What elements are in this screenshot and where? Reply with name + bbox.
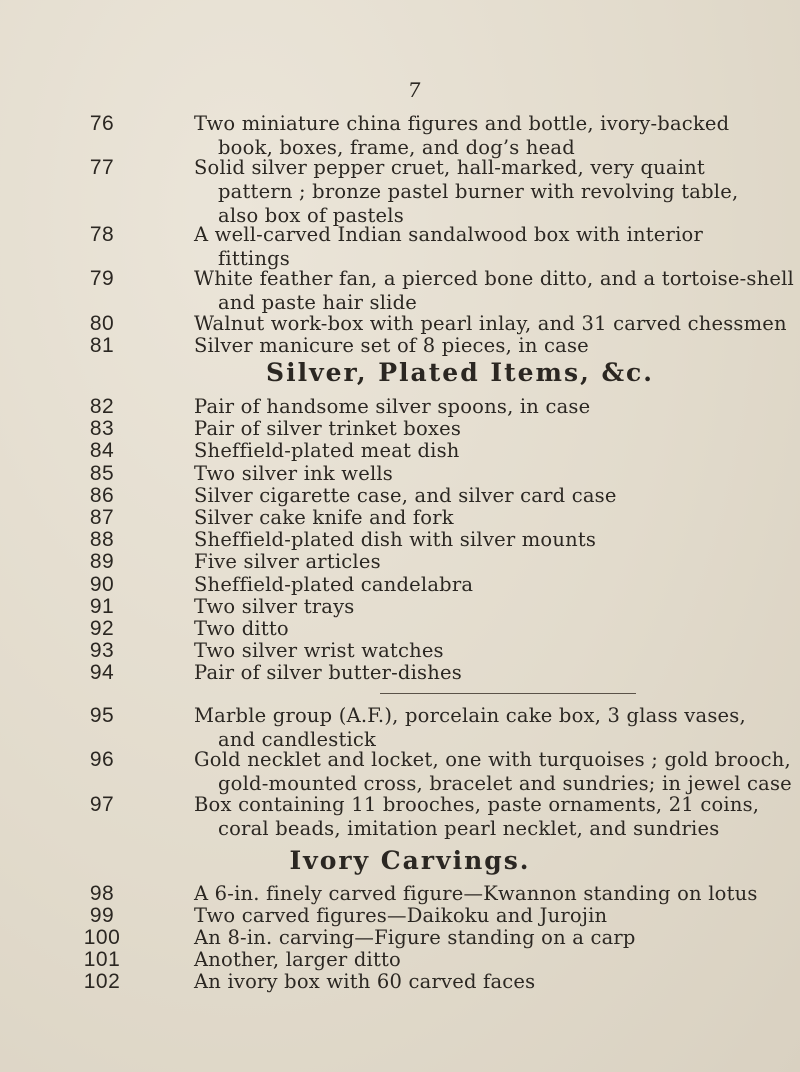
lot-description: Pair of silver trinket boxes: [194, 417, 462, 440]
lot-number: 102: [83, 970, 121, 993]
lot-number: 81: [89, 334, 115, 357]
lot-number: 95: [89, 704, 115, 727]
lot-number: 78: [89, 223, 115, 246]
lot-description: Two carved figures—Daikoku and Jurojin: [194, 904, 608, 927]
lot-description: Silver manicure set of 8 pieces, in case: [194, 334, 589, 357]
lot-number: 82: [89, 395, 115, 418]
lot-description: Two silver wrist watches: [194, 639, 444, 662]
lot-description: Sheffield-plated meat dish: [194, 439, 460, 462]
lot-number: 93: [89, 639, 115, 662]
lot-number: 96: [89, 748, 115, 771]
lot-number: 88: [89, 528, 115, 551]
lot-number: 87: [89, 506, 115, 529]
lot-description: A 6-in. finely carved figure—Kwannon standing on lotus: [194, 882, 758, 905]
lot-number: 85: [89, 462, 115, 485]
lot-description: Pair of silver butter-dishes: [194, 661, 462, 684]
lot-number: 99: [89, 904, 115, 927]
lot-number: 97: [89, 793, 115, 816]
lot-description: Another, larger ditto: [194, 948, 401, 971]
lot-description: Five silver articles: [194, 550, 381, 573]
lot-number: 92: [89, 617, 115, 640]
lot-description: An 8-in. carving—Figure standing on a carp: [194, 926, 636, 949]
lot-number: 86: [89, 484, 115, 507]
lot-description: Marble group (A.F.), porcelain cake box, 3 glass vases, and candlestick: [194, 704, 746, 751]
lot-description: Silver cake knife and fork: [194, 506, 454, 529]
lot-description: Sheffield-plated candelabra: [194, 573, 474, 596]
lot-number: 98: [89, 882, 115, 905]
lot-number: 100: [83, 926, 121, 949]
lot-number: 91: [89, 595, 115, 618]
lot-description: Solid silver pepper cruet, hall-marked, very quaint pattern ; bronze pastel burner with revolving table, also box of pastels: [194, 156, 739, 227]
lot-description: Walnut work-box with pearl inlay, and 31 carved chessmen: [194, 312, 787, 335]
section-heading: Ivory Carvings.: [289, 846, 531, 875]
lot-number: 94: [89, 661, 115, 684]
lot-description: White feather fan, a pierced bone ditto, and a tortoise-shell and paste hair slide: [194, 267, 794, 314]
lot-description: Pair of handsome silver spoons, in case: [194, 395, 591, 418]
lot-description: Two miniature china figures and bottle, ivory-backed book, boxes, frame, and dog’s head: [194, 112, 730, 159]
lot-number: 79: [89, 267, 115, 290]
lot-description: An ivory box with 60 carved faces: [194, 970, 536, 993]
lot-description: Sheffield-plated dish with silver mounts: [194, 528, 597, 551]
lot-number: 83: [89, 417, 115, 440]
lot-description: A well-carved Indian sandalwood box with interior fittings: [194, 223, 703, 270]
lot-number: 89: [89, 550, 115, 573]
lot-number: 77: [89, 156, 115, 179]
section-heading: Silver, Plated Items, &c.: [266, 358, 654, 387]
lot-description: Two silver ink wells: [194, 462, 394, 485]
lot-number: 90: [89, 573, 115, 596]
lot-description: Silver cigarette case, and silver card case: [194, 484, 617, 507]
lot-number: 76: [89, 112, 115, 135]
lot-description: Box containing 11 brooches, paste ornaments, 21 coins, coral beads, imitation pearl necklet, and sundries: [194, 793, 760, 840]
lot-description: Two silver trays: [194, 595, 355, 618]
lot-description: Two ditto: [194, 617, 289, 640]
lot-number: 101: [83, 948, 121, 971]
lot-number: 84: [89, 439, 115, 462]
lot-description: Gold necklet and locket, one with turquoises ; gold brooch, gold-mounted cross, bracelet and sundries; in jewel case: [194, 748, 792, 795]
section-divider: [380, 693, 636, 694]
lot-number: 80: [89, 312, 115, 335]
page-number: 7: [406, 78, 423, 102]
